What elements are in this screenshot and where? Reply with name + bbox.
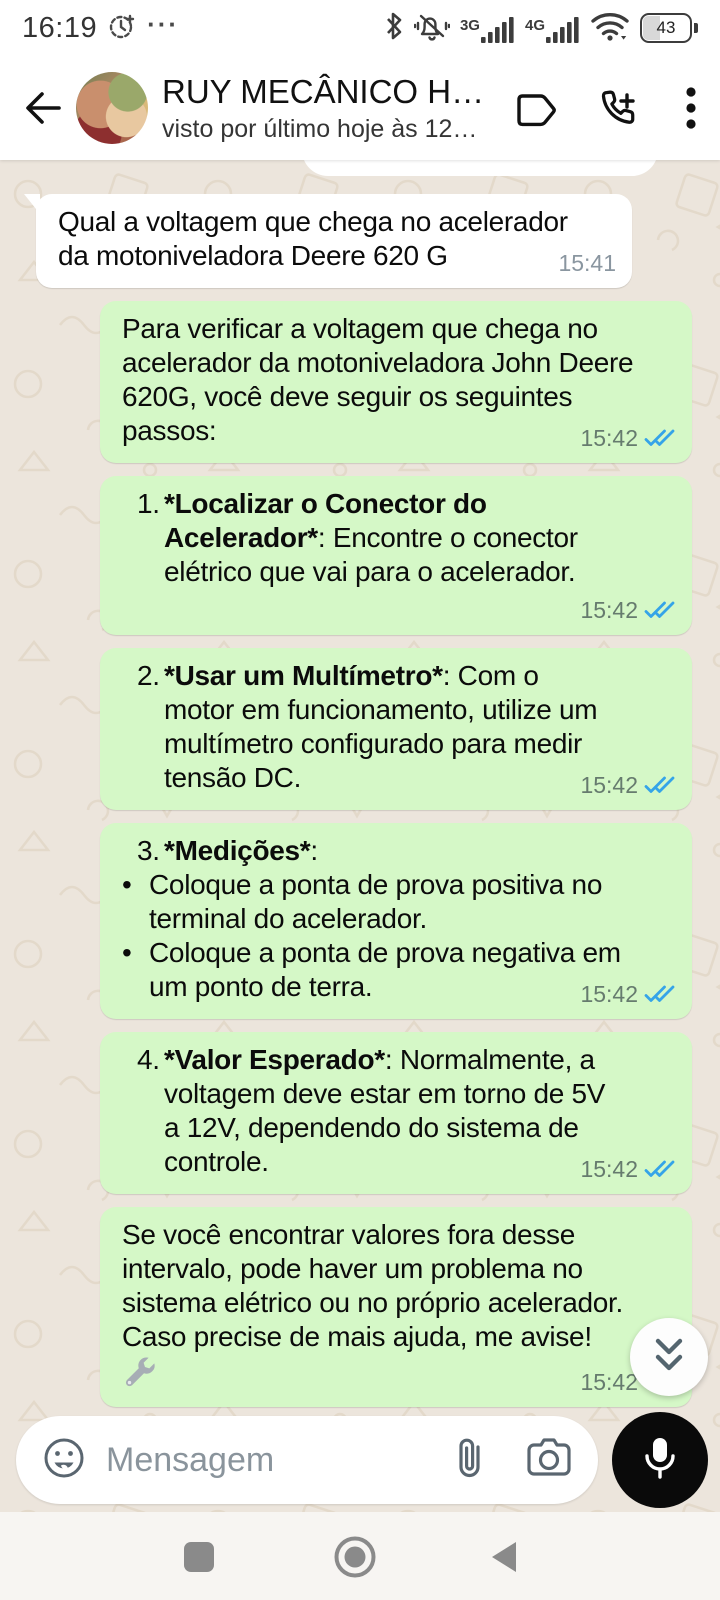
list-marker: • (122, 869, 132, 900)
camera-icon[interactable] (524, 1435, 574, 1486)
contact-name: RUY MECÂNICO H… (162, 72, 485, 110)
message-bubble[interactable] (100, 648, 692, 810)
read-ticks-icon (644, 774, 676, 796)
more-menu-icon[interactable] (684, 85, 698, 131)
message-bubble[interactable] (36, 194, 632, 288)
message-time: 15:42 (580, 1369, 638, 1395)
composer-bar (0, 1404, 720, 1512)
outgoing-message-row (0, 1032, 720, 1194)
contact-avatar[interactable] (76, 72, 148, 144)
attach-icon[interactable] (448, 1434, 492, 1487)
notification-overflow-icon: ··· (147, 8, 180, 39)
status-bar (0, 0, 720, 56)
mic-icon (638, 1434, 682, 1487)
list-marker: 1. (137, 488, 160, 519)
bluetooth-icon (384, 10, 404, 47)
wifi-icon (590, 10, 630, 47)
message-bubble[interactable] (100, 301, 692, 463)
chat-header (0, 56, 720, 160)
message-time: 15:42 (580, 981, 638, 1007)
message-meta (580, 421, 676, 455)
message-text: Coloque a ponta de prova negativa em um ponto de terra. (149, 937, 621, 1002)
mic-button[interactable] (612, 1412, 708, 1508)
message-bubble[interactable] (100, 476, 692, 635)
list-marker: • (122, 937, 132, 968)
label-icon[interactable] (512, 87, 558, 129)
message-bubble[interactable] (100, 1032, 692, 1194)
message-text: Para verificar a voltagem que chega no acelerador da motoniveladora John Deere 620G, você deve seguir os seguintes passos: (122, 313, 634, 446)
double-chevron-down-icon (649, 1333, 689, 1382)
message-time: 15:42 (580, 772, 638, 798)
signal-4g-icon: 4G (525, 13, 580, 43)
clock-time: 16:19 (22, 11, 98, 44)
outgoing-message-row (0, 301, 720, 463)
message-time: 15:41 (558, 250, 616, 276)
message-text-block (122, 487, 670, 589)
incoming-message-row (0, 194, 720, 288)
message-meta (580, 593, 676, 627)
alarm-icon (107, 11, 137, 46)
read-ticks-icon (644, 599, 676, 621)
message-text: *Medições*: (164, 835, 318, 866)
recents-square-icon[interactable] (184, 1542, 214, 1572)
message-text: Coloque a ponta de prova positiva no terminal do acelerador. (149, 869, 603, 934)
message-meta (558, 246, 616, 280)
message-list (0, 160, 720, 1420)
read-ticks-icon (644, 983, 676, 1005)
message-bubble[interactable] (100, 823, 692, 1019)
message-text-block (122, 834, 670, 868)
message-meta (580, 1152, 676, 1186)
list-marker: 4. (137, 1044, 160, 1075)
message-text: *Localizar o Conector do Acelerador*: Encontre o conector elétrico que vai para o acelerador. (164, 488, 578, 587)
message-text-block (58, 205, 610, 273)
vibrate-muted-icon (414, 10, 450, 47)
back-arrow-icon[interactable] (16, 82, 68, 134)
back-triangle-icon[interactable] (488, 1540, 522, 1579)
read-ticks-icon (644, 427, 676, 449)
message-text-block (122, 868, 670, 936)
scroll-to-bottom-button[interactable] (630, 1318, 708, 1396)
add-call-icon[interactable] (596, 84, 646, 132)
read-ticks-icon (644, 1158, 676, 1180)
message-text: Qual a voltagem que chega no acelerador da motoniveladora Deere 620 G (58, 206, 568, 271)
message-text: *Valor Esperado*: Normalmente, a voltagem deve estar em torno de 5V a 12V, dependendo do sistema de controle. (164, 1044, 606, 1177)
message-time: 15:42 (580, 1156, 638, 1182)
outgoing-message-row (0, 476, 720, 635)
message-meta (580, 768, 676, 802)
message-text: Se você encontrar valores fora desse intervalo, pode haver um problema no sistema elétrico ou no próprio acelerador. Caso precise de mais ajuda, me avise! (122, 1218, 670, 1392)
emoji-sticker-icon[interactable] (40, 1434, 88, 1487)
outgoing-message-row (0, 648, 720, 810)
message-bubble[interactable] (100, 1207, 692, 1407)
message-input[interactable]: Mensagem (106, 1440, 275, 1479)
list-marker: 2. (137, 660, 160, 691)
contact-info[interactable] (162, 73, 502, 144)
message-time: 15:42 (580, 597, 638, 623)
battery-icon: 43 (640, 13, 698, 43)
home-circle-icon[interactable] (332, 1534, 378, 1585)
wrench-emoji (122, 1354, 158, 1390)
list-marker: 3. (137, 835, 160, 866)
last-seen-status: visto por último hoje às 12… (162, 114, 478, 143)
signal-3g-icon: 3G (460, 13, 515, 43)
message-input-pill[interactable] (16, 1416, 598, 1504)
message-text: *Usar um Multímetro*: Com o motor em funcionamento, utilize um multímetro configurado para medir tensão DC. (164, 660, 598, 793)
message-meta (580, 977, 676, 1011)
chat-area (0, 160, 720, 1512)
outgoing-message-row (0, 1207, 720, 1407)
outgoing-message-row (0, 823, 720, 1019)
message-time: 15:42 (580, 425, 638, 451)
